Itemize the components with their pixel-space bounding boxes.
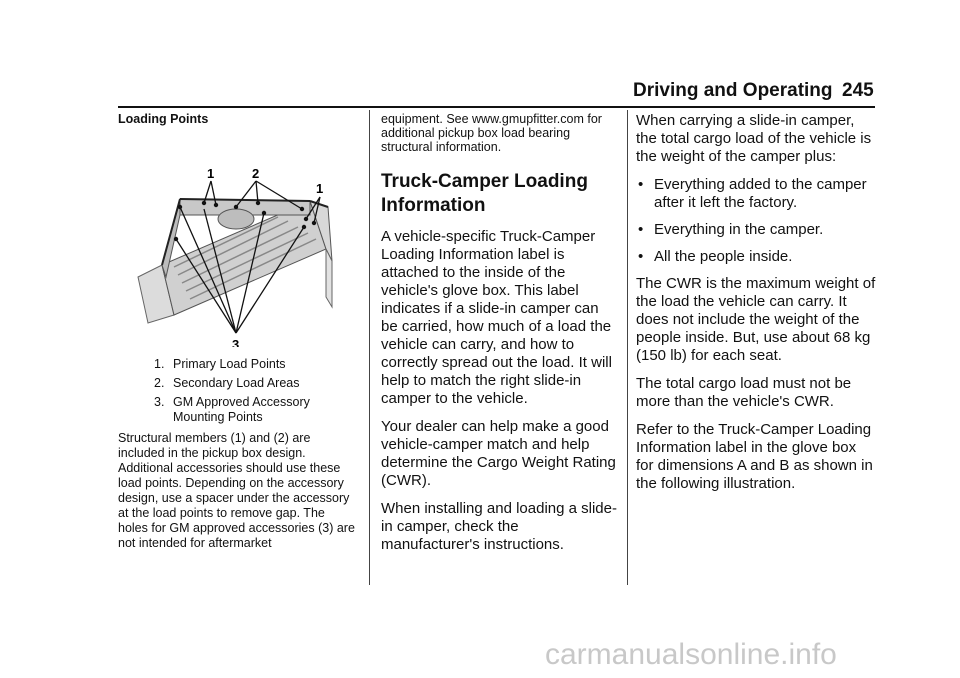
pickup-box-drawing [138,199,332,323]
bullet-glyph: • [638,176,644,193]
column-1 [118,112,358,551]
cargo-limit-paragraph: The total cargo load must not be more than the vehicle's CWR. [636,375,852,410]
list-item [636,221,876,239]
column-2 [381,112,619,564]
callout-label-2: 2 [252,166,260,181]
callout-label-3: 3 [232,337,240,347]
structural-members-paragraph: Structural members (1) and (2) are included in the pickup box design. Additional accessories should use these load points. Depending on the accessory design, use a spacer under the accessory at the load points to remove gap. The holes for GM approved accessories (3) are not intended for aftermarket [118,431,355,550]
watermark-text: carmanualsonline.info [545,638,837,671]
legend-number: 1. [154,357,165,371]
refer-paragraph: Refer to the Truck-Camper Loading Information label in the glove box for dimensions A and B as shown in the following illustration. [636,421,873,492]
truck-camper-heading: Truck-Camper Loading Information [381,171,588,216]
legend-number: 2. [154,376,165,390]
list-item-text: Everything in the camper. [654,221,824,238]
bullet-glyph: • [638,248,644,265]
installing-paragraph: When installing and loading a slide-in camper, check the manufacturer's instructions. [381,500,617,553]
callout-label-1-right: 1 [316,181,324,196]
bullet-glyph: • [638,221,644,238]
figure-legend [118,357,358,425]
legend-number: 3. [154,395,165,409]
column-divider-2 [627,110,628,585]
cargo-load-paragraph: When carrying a slide-in camper, the total cargo load of the vehicle is the weight of the camper plus: [636,112,872,165]
list-item [636,248,876,266]
legend-item [118,395,358,425]
header-rule [118,106,875,108]
watermark [545,636,955,672]
list-item-text: Everything added to the camper after it left the factory. [654,176,867,211]
cwr-paragraph: The CWR is the maximum weight of the load the vehicle can carry. It does not include the weight of the people inside. But, use about 68 kg (150 lb) for each seat. [636,275,876,364]
page-number: 245 [842,80,874,101]
legend-text: GM Approved Accessory Mounting Points [173,395,310,424]
column-3 [636,112,876,503]
column-divider-1 [369,110,370,585]
callout-label-1: 1 [207,166,215,181]
legend-text: Secondary Load Areas [173,376,300,390]
page-header [0,0,960,110]
list-item-text: All the people inside. [654,248,793,265]
legend-text: Primary Load Points [173,357,286,371]
section-title: Driving and Operating [633,80,833,101]
list-item [636,176,876,212]
cargo-list [636,176,876,266]
legend-item [118,376,358,391]
continued-paragraph: equipment. See www.gmupfitter.com for additional pickup box load bearing structural information. [381,112,602,154]
label-paragraph: A vehicle-specific Truck-Camper Loading Information label is attached to the inside of the vehicle's glove box. This label indicates if a slide-in camper can be carried, how much of a load the vehicle can carry, and how to correctly spread out the load. It will help to match the right slide-in camper to the vehicle. [381,228,612,407]
legend-item [118,357,358,372]
pickup-box-illustration [118,137,358,347]
loading-points-heading: Loading Points [118,112,209,126]
dealer-paragraph: Your dealer can help make a good vehicle-camper match and help determine the Cargo Weight Rating (CWR). [381,418,616,489]
